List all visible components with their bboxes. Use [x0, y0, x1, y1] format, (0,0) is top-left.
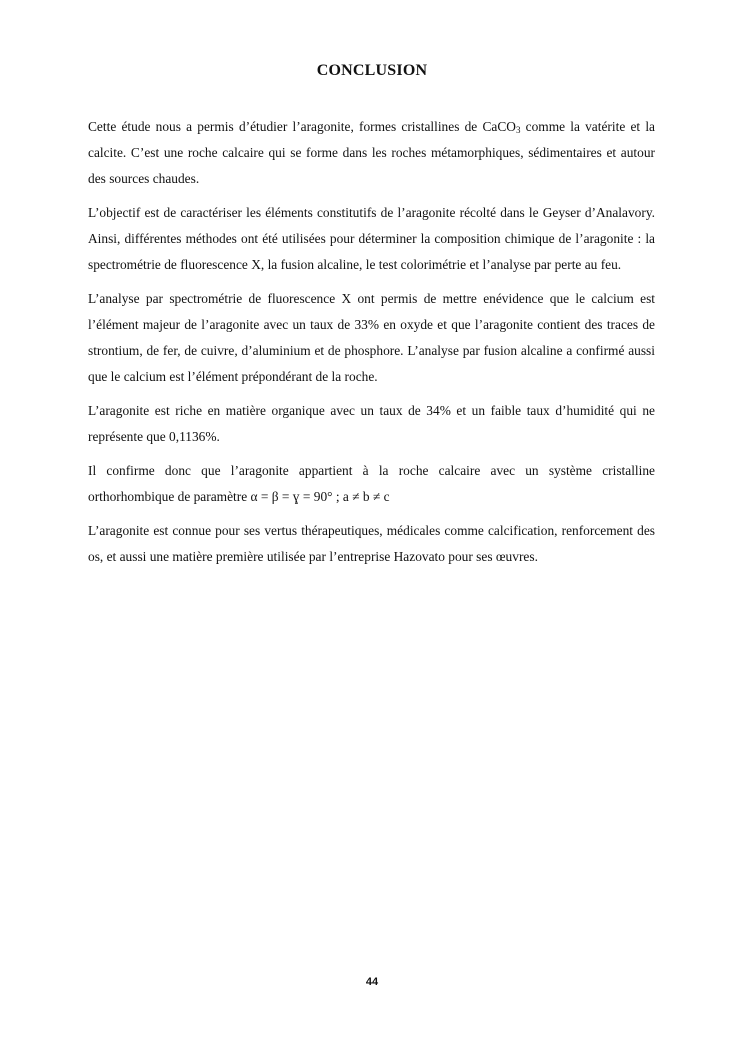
paragraph-intro-rest: comme la vatérite et la calcite. C’est une roche calcaire qui se forme dans les roches métamorphiques, sédimentaires et autour des sources chaudes. [88, 119, 655, 186]
paragraph-crystal-system: Il confirme donc que l’aragonite appartient à la roche calcaire avec un système cristalline orthorhombique de paramètre α = β = ɣ = 90° ; a ≠ b ≠ c [88, 463, 655, 504]
body-text [88, 114, 655, 578]
formula-subscript: 3 [515, 125, 521, 135]
paragraph-objective: L’objectif est de caractériser les éléments constitutifs de l’aragonite récolté dans le Geyser d’Analavory. Ainsi, différentes méthodes ont été utilisées pour déterminer la composition chimique de l’aragonite : la spectrométrie de fluorescence X, la fusion alcaline, le test colorimétrie et l’analyse par perte au feu. [88, 205, 655, 272]
page-title: CONCLUSION [316, 62, 428, 79]
paragraph-intro-lead: Cette étude nous a permis d’étudier l’aragonite, formes cristallines de [88, 119, 483, 134]
page-number: 44 [365, 976, 379, 988]
paragraph-organic-matter: L’aragonite est riche en matière organique avec un taux de 34% et un faible taux d’humidité qui ne représente que 0,1136%. [88, 403, 655, 444]
paragraph-intro [88, 114, 655, 192]
chemical-formula [482, 119, 520, 134]
paragraph-uses: L’aragonite est connue pour ses vertus thérapeutiques, médicales comme calcification, renforcement des os, et aussi une matière première utilisée par l’entreprise Hazovato pour ses œuvres. [88, 523, 655, 564]
formula-main: CaCO [482, 119, 516, 134]
paragraph-xrf-analysis: L’analyse par spectrométrie de fluorescence X ont permis de mettre enévidence que le calcium est l’élément majeur de l’aragonite avec un taux de 33% en oxyde et que l’aragonite contient des traces de strontium, de fer, de cuivre, d’aluminium et de phosphore. L’analyse par fusion alcaline a confirmé aussi que le calcium est l’élément prépondérant de la roche. [88, 291, 655, 384]
